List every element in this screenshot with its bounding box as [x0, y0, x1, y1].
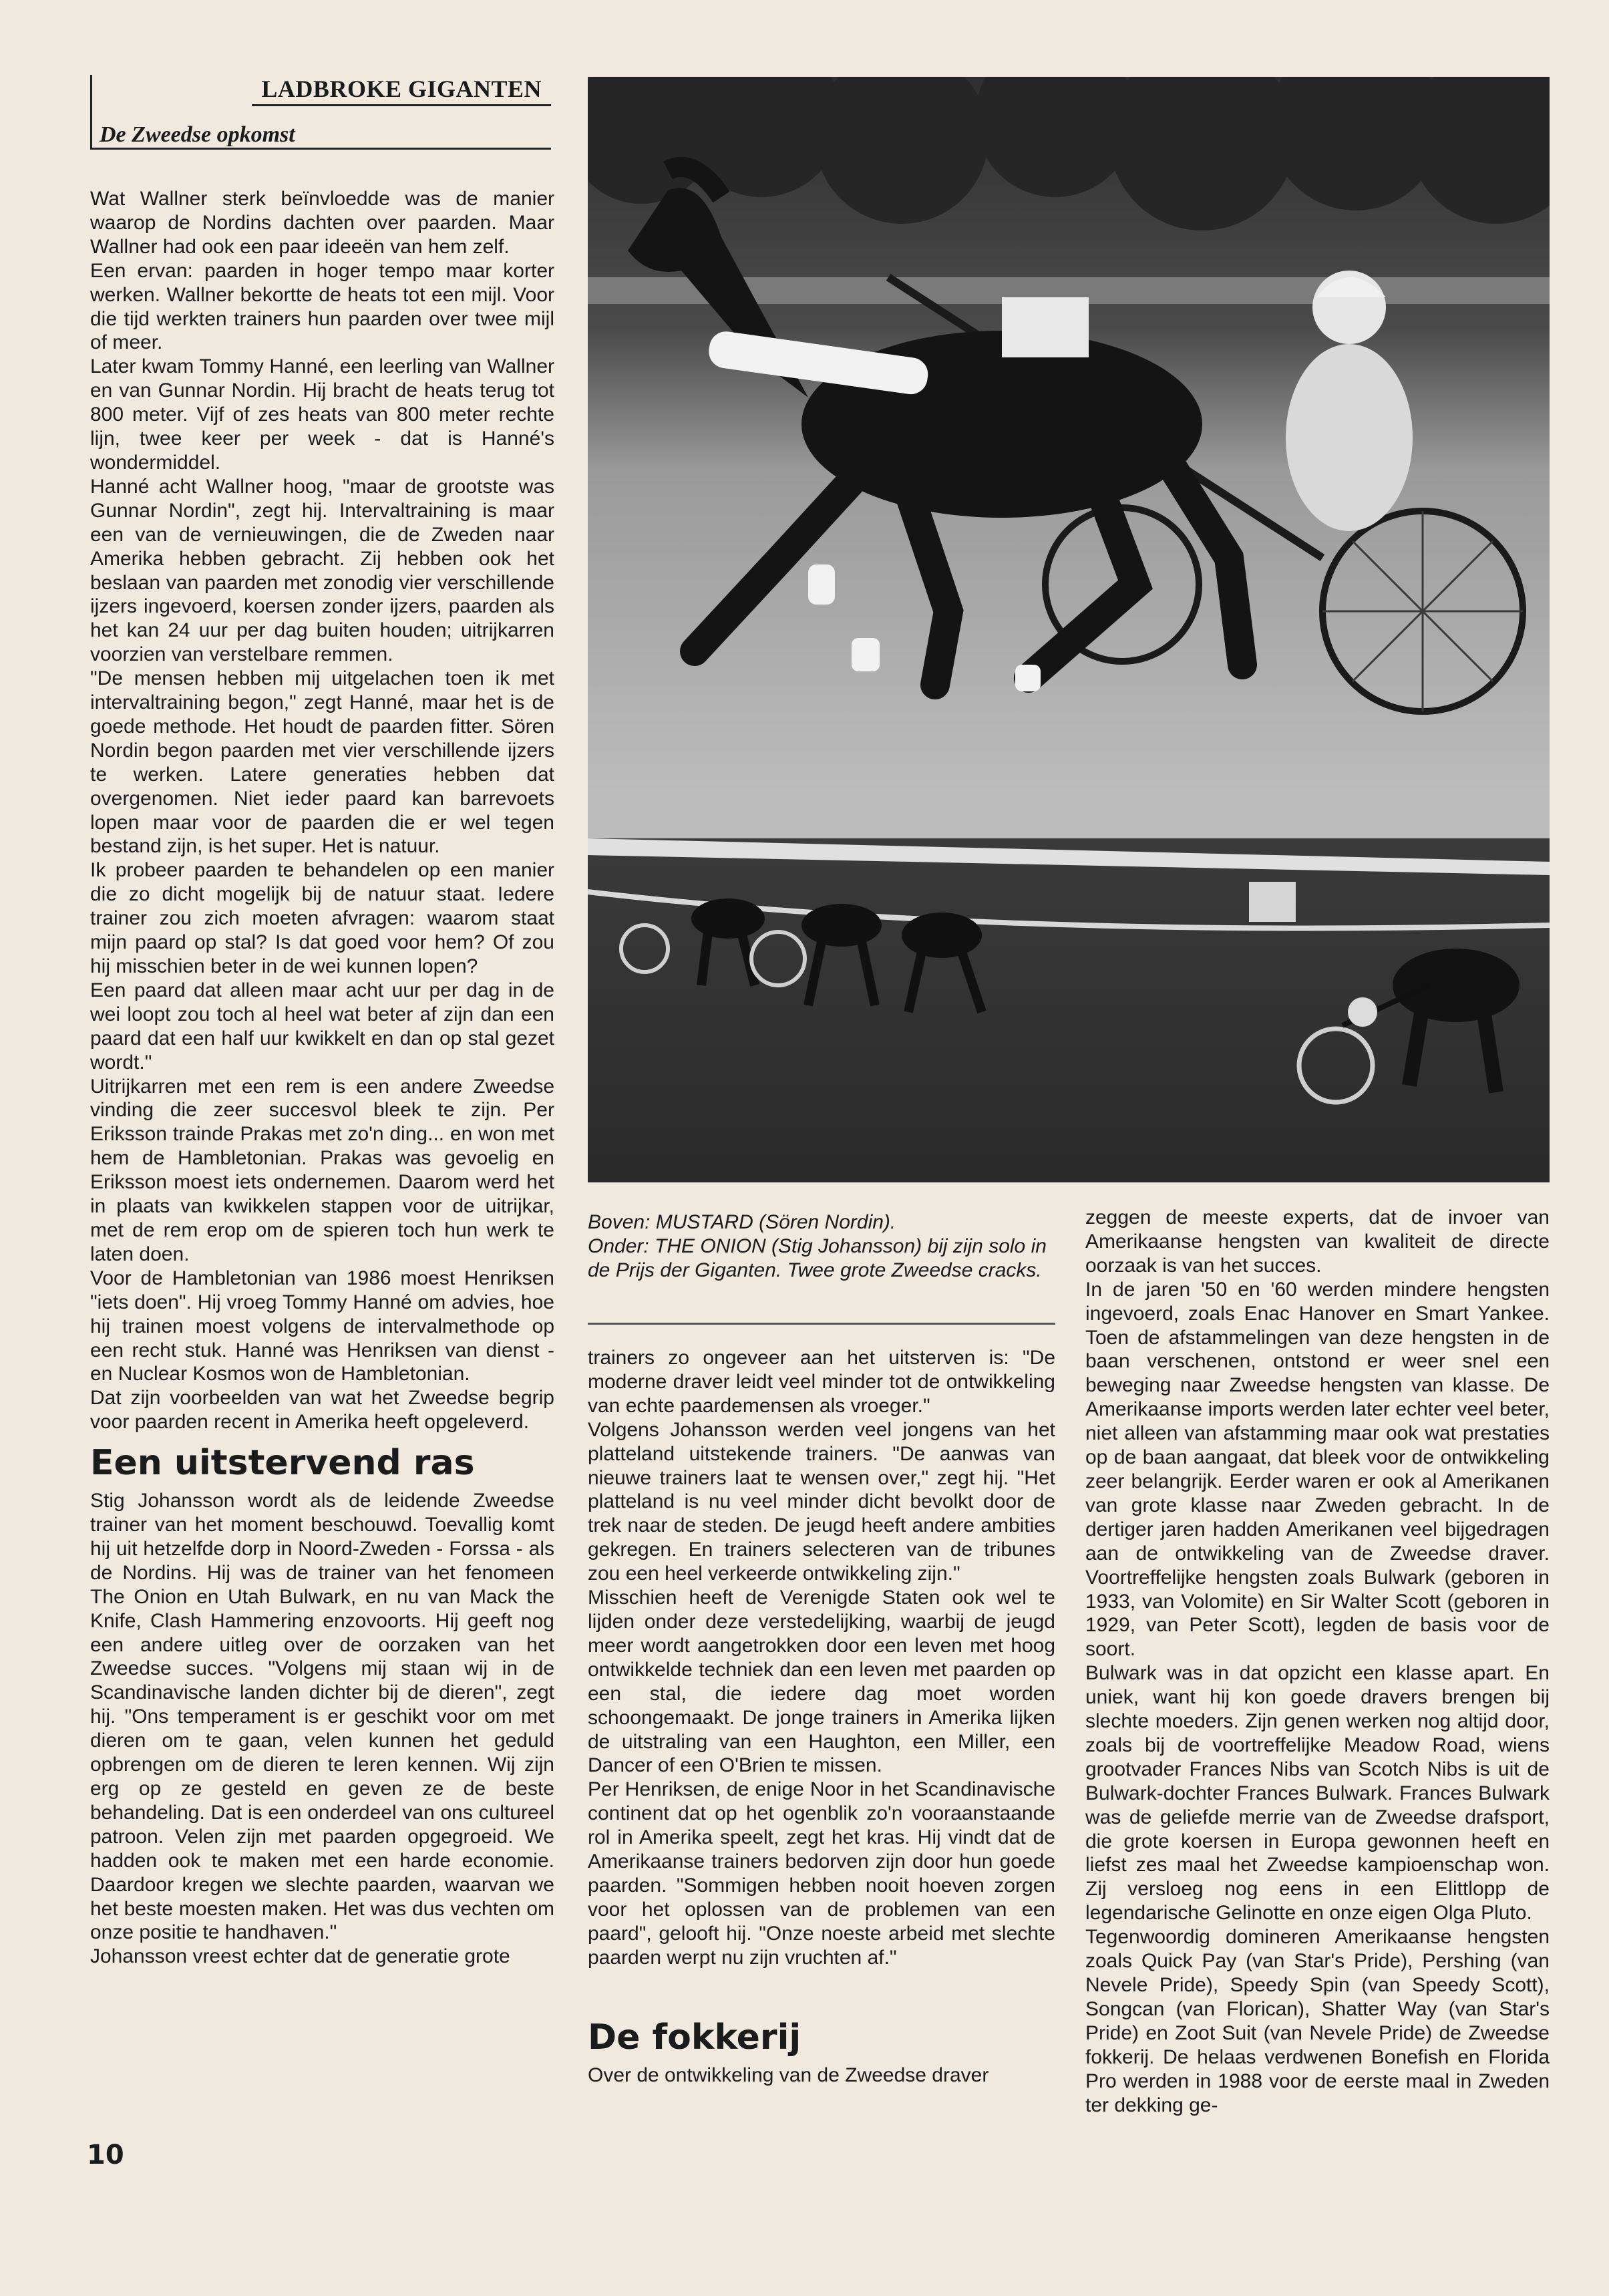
photo-mustard: [588, 77, 1550, 795]
photo-the-onion: [588, 792, 1550, 1182]
paragraph: trainers zo ongeveer aan het uitsterven is: "De moderne draver leidt veel minder tot de ontwikkeling van echte paardemensen als vroeger.": [588, 1347, 1055, 1417]
caption-line: Onder: THE ONION (Stig Johansson) bij zijn solo in de Prijs der Giganten. Twee grote Zweedse cracks.: [588, 1235, 1047, 1281]
article-subtitle: De Zweedse opkomst: [100, 122, 301, 150]
paragraph: zeggen de meeste experts, dat de invoer van Amerikaanse hengsten van kwaliteit de directe oorzaak is van het succes.: [1085, 1206, 1550, 1277]
section-heading: Een uitstervend ras: [90, 1443, 475, 1484]
paragraph: Dat zijn voorbeelden van wat het Zweedse begrip voor paarden recent in Amerika heeft opgeleverd.: [90, 1387, 554, 1434]
section-heading: De fokkerij: [588, 2017, 801, 2058]
column-2: [588, 1346, 1055, 2087]
paragraph: Later kwam Tommy Hanné, een leerling van Wallner en van Gunnar Nordin. Hij bracht de heats terug tot 800 meter. Vijf of zes heats van 800 meter rechte lijn, twee keer per week - dat is Hanné's wondermiddel.: [90, 355, 554, 474]
paragraph: In de jaren '50 en '60 werden mindere hengsten ingevoerd, zoals Enac Hanover en Smart Yankee. Toen de afstammelingen van deze hengsten in de baan verschenen, ontstond er weer snel een beweging naar Zweedse hengsten van klasse. De Amerikaanse imports werden later echter veel beter, niet alleen van afstamming maar ook wat prestaties op de baan aangaat, dat bleek voor de ontwikkeling zeer belangrijk. Eerder waren er ook al Amerikanen van grote klasse naar Zweden gebracht. In de dertiger jaren hadden Amerikanen veel bijgedragen aan de ontwikkeling van de Zweedse draver. Voortreffelijke hengsten zoals Bulwark (geboren in 1933, van Volomite) en Sir Walter Scott (geboren in 1929, van Peter Scott), legden de basis voor de soort.: [1085, 1278, 1550, 1661]
photo-caption: [588, 1210, 1055, 1283]
caption-line: Boven: MUSTARD (Sören Nordin).: [588, 1211, 896, 1233]
column-3: [1085, 1206, 1550, 2117]
paragraph: Wat Wallner sterk beïnvloedde was de manier waarop de Nordins dachten over paarden. Maar Wallner had ook een paar ideeën van hem zelf.: [90, 188, 554, 258]
photo-the-onion-image: [588, 792, 1550, 1182]
paragraph: "De mensen hebben mij uitgelachen toen ik met intervaltraining begon," zegt Hanné, maar het is de goede methode. Het houdt de paarden fitter. Sören Nordin begon paarden met vier verschillende ijzers te werken. Latere generaties hebben dat overgenomen. Niet ieder paard kan barrevoets lopen maar voor de paarden die er wel tegen bestand zijn, is het super. Het is natuur.: [90, 667, 554, 858]
photo-mustard-image: [588, 77, 1550, 795]
paragraph: Ik probeer paarden te behandelen op een manier die zo dicht mogelijk bij de natuur staat. Iedere trainer zou zich moeten afvragen: waarom staat mijn paard op stal? Is dat goed voor hem? Of zou hij misschien beter in de wei kunnen lopen?: [90, 859, 554, 977]
paragraph: Johansson vreest echter dat de generatie grote: [90, 1945, 510, 1968]
paragraph: Over de ontwikkeling van de Zweedse draver: [588, 2064, 989, 2086]
paragraph: Volgens Johansson werden veel jongens van het platteland uitstekende trainers. "De aanwas van nieuwe trainers laat te wensen over," zegt hij. "Het platteland is nu veel minder dicht bevolkt door de trek naar de steden. De jeugd heeft andere ambities gekregen. En trainers selecteren van de tribunes zou een heel verkeerde ontwikkeling zijn.": [588, 1418, 1055, 1585]
paragraph: Misschien heeft de Verenigde Staten ook wel te lijden onder deze verstedelijking, waarbij de jeugd meer wordt aangetrokken door een leven met hoog ontwikkelde techniek dan een leven met paarden op een stal, die iedere dag moet worden schoongemaakt. De jonge trainers in Amerika lijken de uitstraling van een Haughton, een Miller, een Dancer of een O'Brien te missen.: [588, 1587, 1055, 1777]
paragraph: Tegenwoordig domineren Amerikaanse hengsten zoals Quick Pay (van Star's Pride), Pershing (van Nevele Pride), Speedy Spin (van Speedy Scott), Songcan (van Florican), Shatter Way (van Star's Pride) en Zoot Suit (van Nevele Pride) de Zweedse fokkerij. De helaas verdwenen Bonefish en Florida Pro werden in 1988 voor de eerste maal in Zweden ter dekking ge-: [1085, 1926, 1550, 2116]
paragraph: Per Henriksen, de enige Noor in het Scandinavische continent dat op het ogenblik zo'n vooraanstaande rol in Amerika speelt, zegt het kras. Hij vindt dat de Amerikaanse trainers bedorven zijn door hun goede paarden. "Sommigen hebben nooit hoeven zorgen voor het oplossen van de problemen van een paard", gelooft hij. "Onze noeste arbeid met slechte paarden werpt nu zijn vruchten af.": [588, 1778, 1055, 1969]
paragraph: Bulwark was in dat opzicht een klasse apart. En uniek, want hij kon goede dravers brengen bij slechte moeders. Zijn genen werken nog altijd door, zoals bij de voortreffelijke Meadow Road, wiens grootvader Frances Nibs van Scotch Nibs is uit de Bulwark-dochter Frances Bulwark. Frances Bulwark was de geliefde merrie van de Zweedse drafsport, die grote koersen in Europa gewonnen heeft en liefst zes maal het Zweedse kampioenschap won. Zij versloeg nog eens in een Elittlopp de legendarische Gelinotte en onze eigen Olga Pluto.: [1085, 1662, 1550, 1925]
paragraph: Voor de Hambletonian van 1986 moest Henriksen "iets doen". Hij vroeg Tommy Hanné om advies, hoe hij trainen moest volgens de intervalmethode op een recht stuk. Hanné was Henriksen van dienst - en Nuclear Kosmos won de Hambletonian.: [90, 1267, 554, 1385]
page-number: 10: [87, 2140, 124, 2170]
caption-divider: [588, 1323, 1055, 1325]
paragraph: Een paard dat alleen maar acht uur per dag in de wei loopt zou toch al heel wat beter af zijn dan een paard dat een half uur kwikkelt en dan op stal gezet wordt.": [90, 979, 554, 1074]
paragraph: Hanné acht Wallner hoog, "maar de grootste was Gunnar Nordin", zegt hij. Intervaltraining is maar een van de vernieuwingen, die de Zweden naar Amerika hebben gebracht. Zij hebben ook het beslaan van paarden met zonodig vier verschillende ijzers ingevoerd, koersen zonder ijzers, paarden als het kan 24 uur per dag buiten houden; uitrijkarren voorzien van verstelbare remmen.: [90, 475, 554, 666]
paragraph: Uitrijkarren met een rem is een andere Zweedse vinding die zeer succesvol bleek te zijn. Per Eriksson trainde Prakas met zo'n ding... en won met hem de Hambletonian. Prakas was gevoelig en Eriksson moest iets ondernemen. Daarom werd het in plaats van kwikkelen stappen voor de uitrijkar, met de rem erop om de spieren toch hun werk te laten doen.: [90, 1075, 554, 1265]
series-title: LADBROKE GIGANTEN: [252, 75, 551, 106]
paragraph: Een ervan: paarden in hoger tempo maar korter werken. Wallner bekortte de heats tot een mijl. Voor die tijd werkten trainers hun paarden over twee mijl of meer.: [90, 259, 554, 354]
paragraph: Stig Johansson wordt als de leidende Zweedse trainer van het moment beschouwd. Toevallig komt hij uit hetzelfde dorp in Noord-Zweden - Forssa - als de Nordins. Hij was de trainer van het fenomeen The Onion en Utah Bulwark, en nu van Mack the Knife, Clash Hammering enzovoorts. Hij geeft nog een andere uitleg over de oorzaken van het Zweedse succes. "Volgens mij staan wij in de Scandinavische landen dichter bij de dieren", zegt hij. "Ons temperament is er geschikt voor om met dieren om te gaan, velen kunnen het geduld opbrengen om de dieren te leren kennen. Wij zijn erg op ze gesteld en geven ze de beste behandeling. Dat is een onderdeel van ons cultureel patroon. Velen zijn met paarden opgegroeid. We hadden ook te maken met een harde economie. Daardoor kregen we slechte paarden, waarvan we het beste moesten maken. Het was dus vechten om onze positie te handhaven.": [90, 1490, 554, 1944]
series-header: [90, 75, 551, 150]
column-1: [90, 187, 554, 1969]
